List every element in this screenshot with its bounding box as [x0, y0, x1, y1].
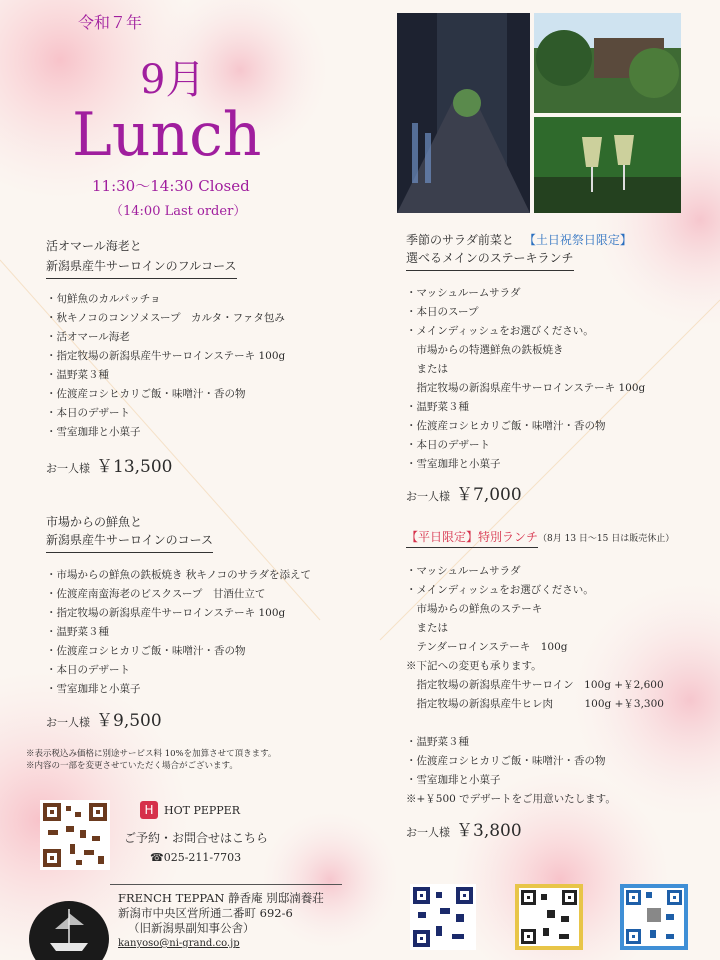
- list-item: [406, 714, 664, 733]
- course1-title-line1: 活オマール海老と: [46, 239, 142, 253]
- list-item: ・佐渡産南蛮海老のビスクスープ 甘酒仕立て: [46, 588, 266, 600]
- list-item: ・佐渡産コシヒカリご飯・味噌汁・香の物: [46, 388, 246, 400]
- list-item: ・活オマール海老: [46, 331, 130, 343]
- list-item: ・マッシュルームサラダ: [406, 287, 521, 299]
- list-item: ・温野菜３種: [406, 736, 469, 748]
- note-line: ※内容の一部を変更させていただく場合がございます。: [26, 761, 238, 771]
- list-item: ・指定牧場の新潟県産牛サーロインステーキ 100g: [46, 350, 286, 362]
- era-label: 令和７年: [78, 13, 143, 32]
- list-item: ・雪室珈琲と小菓子: [406, 774, 501, 786]
- list-item: ・メインディッシュをお選びください。: [406, 325, 594, 337]
- list-item: ・佐渡産コシヒカリご飯・味噌汁・香の物: [46, 645, 246, 657]
- wine-glasses-photo: [534, 117, 681, 213]
- list-item: ・本日のスープ: [406, 306, 479, 318]
- phone-number[interactable]: ☎025-211-7703: [150, 851, 242, 864]
- list-item: ・指定牧場の新潟県産牛サーロインステーキ 100g: [46, 607, 286, 619]
- list-item: 市場からの特選鮮魚の鉄板焼き: [406, 344, 564, 356]
- footer-divider: [110, 884, 342, 885]
- list-item: または: [406, 622, 448, 634]
- list-item: ・温野菜３種: [46, 369, 109, 381]
- last-order-label: （14:00 Last order）: [110, 204, 247, 219]
- note-line: ※表示税込み価格に別途サービス料 10%を加算させて頂きます。: [26, 749, 277, 759]
- course1-items: [46, 290, 285, 442]
- course3-title-line2: 選べるメインのステーキランチ: [406, 248, 574, 271]
- list-item: ※下記への変更も承ります。: [406, 660, 542, 672]
- weekday-badge: 【平日限定】特別ランチ: [406, 528, 538, 548]
- course2-items: [46, 566, 311, 699]
- list-item: 指定牧場の新潟県産牛ヒレ肉 100g +￥3,300: [406, 698, 664, 710]
- list-item: ・本日のデザート: [406, 439, 490, 451]
- list-item: ・市場からの鮮魚の鉄板焼き 秋キノコのサラダを添えて: [46, 569, 311, 581]
- reservation-qr-code[interactable]: [40, 800, 110, 870]
- restaurant-former: （旧新潟県副知事公舎）: [128, 921, 255, 935]
- course2-price: お一人様 ￥9,500: [46, 711, 162, 731]
- course2-title-line1: 市場からの鮮魚と: [46, 515, 143, 529]
- course4-items: [406, 562, 664, 809]
- qr-code-2[interactable]: [515, 884, 583, 950]
- ship-logo-icon: [28, 895, 110, 960]
- footer-info: [118, 891, 324, 951]
- dining-room-photo: [397, 13, 530, 213]
- restaurant-address: 新潟市中央区営所通二番町 692-6: [118, 906, 293, 920]
- hotpepper-logo-icon: H: [140, 801, 158, 819]
- weekend-badge: 【土日祝祭日限定】: [523, 233, 632, 247]
- list-item: または: [406, 363, 448, 375]
- page-title: Lunch: [72, 100, 262, 170]
- hours-label: 11:30～14:30 Closed: [92, 177, 250, 195]
- course4-title: [406, 526, 674, 548]
- qr-code-3[interactable]: [620, 884, 688, 950]
- list-item: ・温野菜３種: [406, 401, 469, 413]
- list-item: 指定牧場の新潟県産牛サーロイン 100g +￥2,600: [406, 679, 664, 691]
- list-item: ※+￥500 でデザートをご用意いたします。: [406, 793, 616, 805]
- course1-price: お一人様 ￥13,500: [46, 457, 173, 477]
- list-item: 指定牧場の新潟県産牛サーロインステーキ 100g: [406, 382, 646, 394]
- course3-items: [406, 284, 645, 474]
- notes: [26, 748, 276, 772]
- list-item: ・旬鮮魚のカルパッチョ: [46, 293, 161, 305]
- list-item: ・本日のデザート: [46, 664, 130, 676]
- list-item: ・秋キノコのコンソメスープ カルタ・ファタ包み: [46, 312, 285, 324]
- list-item: ・雪室珈琲と小菓子: [46, 426, 141, 438]
- garden-photo: [534, 13, 681, 113]
- list-item: ・本日のデザート: [46, 407, 130, 419]
- list-item: ・佐渡産コシヒカリご飯・味噌汁・香の物: [406, 420, 606, 432]
- course4-price: お一人様 ￥3,800: [406, 821, 522, 841]
- course2-title-line2: 新潟県産牛サーロインのコース: [46, 530, 213, 553]
- course1-title-line2: 新潟県産牛サーロインのフルコース: [46, 256, 237, 279]
- list-item: 市場からの鮮魚のステーキ: [406, 603, 543, 615]
- list-item: ・雪室珈琲と小菓子: [406, 458, 501, 470]
- list-item: ・佐渡産コシヒカリご飯・味噌汁・香の物: [406, 755, 606, 767]
- list-item: ・マッシュルームサラダ: [406, 565, 521, 577]
- course3-price: お一人様 ￥7,000: [406, 485, 522, 505]
- hotpepper-label: HOT PEPPER: [164, 803, 240, 817]
- course4-note: （8月 13 日～15 日は販売休止）: [538, 534, 675, 544]
- list-item: ・メインディッシュをお選びください。: [406, 584, 594, 596]
- course3-title-line1: 季節のサラダ前菜と 【土日祝祭日限定】: [406, 233, 632, 247]
- list-item: ・雪室珈琲と小菓子: [46, 683, 141, 695]
- email-link[interactable]: kanyoso@ni-grand.co.jp: [118, 938, 240, 949]
- list-item: テンダーロインステーキ 100g: [406, 641, 568, 653]
- qr-code-1[interactable]: [410, 884, 476, 950]
- list-item: ・温野菜３種: [46, 626, 109, 638]
- reserve-label: ご予約・お問合せはこちら: [124, 831, 269, 845]
- hotpepper-link[interactable]: [140, 801, 240, 819]
- restaurant-name: FRENCH TEPPAN 静香庵 別邸湳養荘: [118, 891, 324, 905]
- month-label: 9月: [140, 57, 206, 103]
